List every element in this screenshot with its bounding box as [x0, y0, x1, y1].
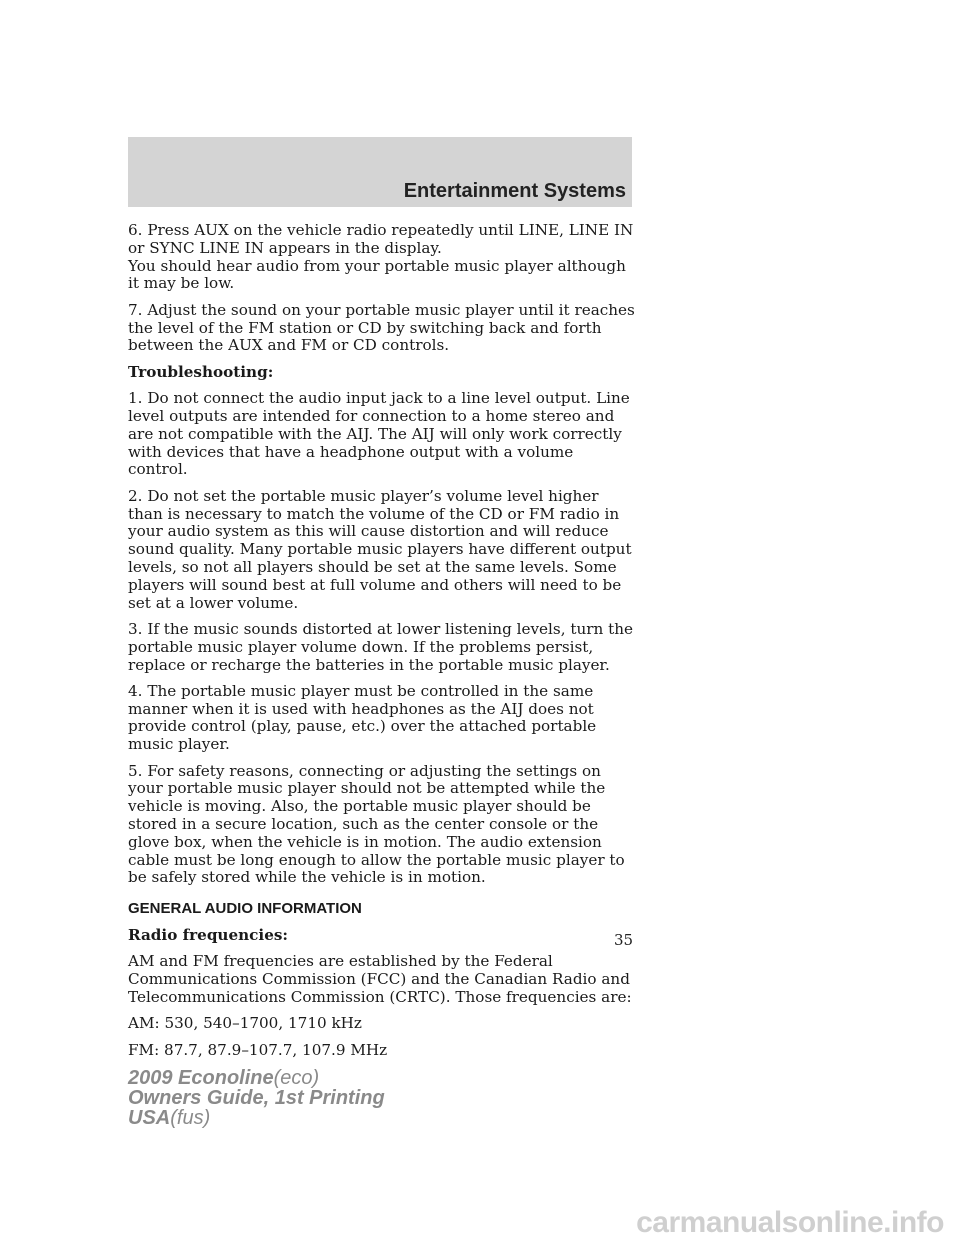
watermark: carmanualsonline.info — [636, 1206, 944, 1239]
troubleshooting-item-5: 5. For safety reasons, connecting or adjusting the settings on your portable music player should not be attempted while the vehicle is moving. Also, the portable music player should be stored in a secure location, such as the center console or the glove box, when the vehicle is in motion. The audio extension cable must be long enough to allow the portable music player to be safely stored while the vehicle is in motion. — [128, 761, 625, 887]
troubleshooting-heading: Troubleshooting: — [128, 362, 274, 381]
page-title: Entertainment Systems — [403, 180, 626, 202]
footer-region: USA — [128, 1107, 171, 1129]
fm-frequencies: FM: 87.7, 87.9–107.7, 107.9 MHz — [128, 1040, 388, 1059]
troubleshooting-item-3: 3. If the music sounds distorted at lower listening levels, turn the portable music player volume down. If the problems persist, replace or recharge the batteries in the portable music player. — [128, 619, 633, 674]
footer-model-code: (eco) — [273, 1067, 320, 1089]
troubleshooting-item-2: 2. Do not set the portable music player’s volume level higher than is necessary to match the volume of the CD or FM radio in your audio system as this will cause distortion and will reduce sound quality. Many portable music players have different output levels, so not all players should be set at the same levels. Some players will sound best at full volume and others will need to be set at a lower volume. — [128, 486, 632, 612]
footer-info — [128, 1068, 385, 1128]
page-number: 35 — [614, 931, 634, 949]
troubleshooting-item-4: 4. The portable music player must be controlled in the same manner when it is used with headphones as the AIJ does not provide control (play, pause, etc.) over the attached portable music player. — [128, 681, 597, 754]
section-heading: GENERAL AUDIO INFORMATION — [128, 900, 362, 918]
radio-frequencies-text: AM and FM frequencies are established by the Federal Communications Commission (FCC) and the Canadian Radio and Telecommunications Commission (CRTC). Those frequencies are: — [128, 952, 632, 1007]
troubleshooting-item-1: 1. Do not connect the audio input jack to a line level output. Line level outputs are intended for connection to a home stereo and are not compatible with the AIJ. The AIJ will only work correctly with devices that have a headphone output with a volume control. — [128, 389, 630, 479]
step-6-note: You should hear audio from your portable music player although it may be low. — [128, 256, 626, 293]
step-7-text: 7. Adjust the sound on your portable music player until it reaches the level of the FM station or CD by switching back and forth between the AUX and FM or CD controls. — [128, 300, 635, 355]
footer-region-code: (fus) — [170, 1107, 211, 1129]
am-frequencies: AM: 530, 540–1700, 1710 kHz — [128, 1014, 362, 1033]
radio-frequencies-heading: Radio frequencies: — [128, 926, 289, 945]
footer-model: 2009 Econoline — [128, 1067, 274, 1089]
body-content — [128, 222, 636, 1068]
step-6-text: 6. Press AUX on the vehicle radio repeatedly until LINE, LINE IN or SYNC LINE IN appears in the display. — [128, 221, 634, 257]
footer-guide: Owners Guide, 1st Printing — [128, 1087, 385, 1109]
header-band — [128, 137, 632, 207]
